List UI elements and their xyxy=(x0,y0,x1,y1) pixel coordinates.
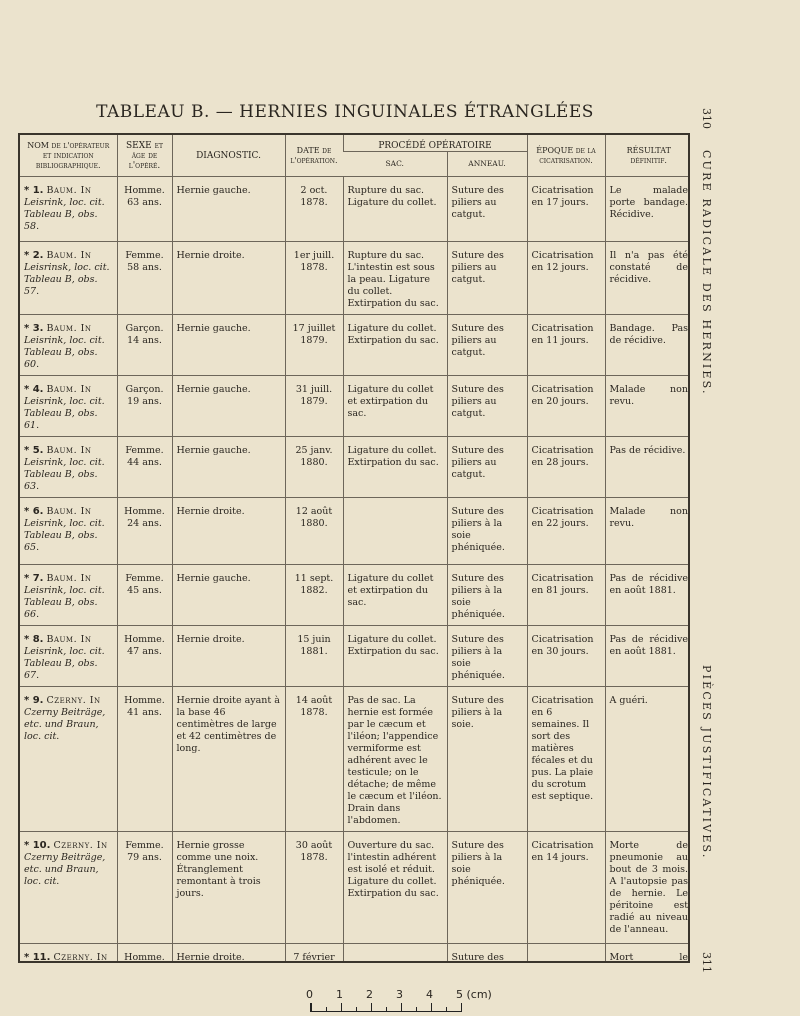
scale-ruler xyxy=(290,988,500,1016)
cell-epoque xyxy=(527,944,605,964)
cell-anneau: Suture des piliers à la soie phéniquée. xyxy=(447,626,527,687)
cell-anneau: Suture des piliers à la soie phéniquée. xyxy=(447,565,527,626)
page-number-bottom: 311 xyxy=(700,952,713,973)
header-name: NOM de l'opérateur et indication bibliographique. xyxy=(20,135,117,177)
ruler-label: 4 xyxy=(426,988,433,1001)
bibliographic-ref: Leisrink, loc. cit. Tableau B, obs. 58. xyxy=(24,197,105,232)
ruler-label: 1 xyxy=(336,988,343,1001)
operator-name: Czerny. In xyxy=(53,840,108,851)
cell-resultat: Bandage. Pas de récidive. xyxy=(605,315,690,376)
cell-operator xyxy=(20,565,117,626)
cell-date: 12 août 1880. xyxy=(285,498,343,565)
cell-sac: Ligature du collet. Extirpation du sac. xyxy=(343,437,447,498)
operator-name: Czerny. In xyxy=(53,952,108,963)
cell-sex-age: Femme. 44 ans. xyxy=(117,437,172,498)
cell-diagnostic: Hernie grosse comme une noix. Étranglement remontant à trois jours. xyxy=(172,832,285,944)
running-head-section: PIÈCES JUSTIFICATIVES. xyxy=(700,665,713,860)
cell-date: 2 oct. 1878. xyxy=(285,177,343,242)
cell-anneau: Suture des piliers au catgut. xyxy=(447,437,527,498)
cell-sac: Rupture du sac. Ligature du collet. xyxy=(343,177,447,242)
bibliographic-ref: Leisrink, loc. cit. Tableau B, obs. 66. xyxy=(24,585,105,620)
table-row xyxy=(20,498,690,565)
cell-anneau: Suture des xyxy=(447,944,527,964)
cell-resultat: Pas de récidive en août 1881. xyxy=(605,626,690,687)
operator-name: Czerny. In xyxy=(46,695,101,706)
table-row xyxy=(20,376,690,437)
operator-name: Baum. In xyxy=(46,573,92,584)
table-row xyxy=(20,944,690,964)
cell-diagnostic: Hernie gauche. xyxy=(172,315,285,376)
bibliographic-ref: Leisrink, loc. cit. Tableau B, obs. 61. xyxy=(24,396,105,431)
cell-epoque: Cicatrisation en 28 jours. xyxy=(527,437,605,498)
cell-sex-age: Homme. 41 ans. xyxy=(117,687,172,832)
header-sac: SAC. xyxy=(343,152,447,177)
cell-epoque: Cicatrisation en 81 jours. xyxy=(527,565,605,626)
cell-resultat: Morte de pneumonie au bout de 3 mois. A l'autopsie pas de hernie. Le péritoine est radié au niveau de l'anneau. xyxy=(605,832,690,944)
obs-number: * 5. xyxy=(24,445,44,456)
cell-sex-age: Homme. 24 ans. xyxy=(117,498,172,565)
cell-sex-age: Garçon. 14 ans. xyxy=(117,315,172,376)
obs-number: * 9. xyxy=(24,695,44,706)
cell-diagnostic: Hernie droite. xyxy=(172,626,285,687)
cell-anneau: Suture des piliers à la soie phéniquée. xyxy=(447,498,527,565)
cell-epoque: Cicatrisation en 20 jours. xyxy=(527,376,605,437)
cell-operator xyxy=(20,242,117,315)
cell-diagnostic: Hernie droite. xyxy=(172,944,285,964)
cell-sac: Pas de sac. La hernie est formée par le cæcum et l'iléon; l'appendice vermiforme est adhérent avec le testicule; on le détache; de même le cæcum et l'iléon. Drain dans l'abdomen. xyxy=(343,687,447,832)
ruler-label: 0 xyxy=(306,988,313,1001)
table-row xyxy=(20,832,690,944)
table-row xyxy=(20,565,690,626)
cell-resultat: Le malade porte bandage. Récidive. xyxy=(605,177,690,242)
obs-number: * 11. xyxy=(24,952,51,963)
cell-operator xyxy=(20,177,117,242)
cell-date: 15 juin 1881. xyxy=(285,626,343,687)
cell-operator xyxy=(20,626,117,687)
cell-anneau: Suture des piliers au catgut. xyxy=(447,242,527,315)
cell-sex-age: Garçon. 19 ans. xyxy=(117,376,172,437)
cell-epoque: Cicatrisation en 11 jours. xyxy=(527,315,605,376)
cell-date: 11 sept. 1882. xyxy=(285,565,343,626)
hernia-table xyxy=(18,133,690,963)
cell-anneau: Suture des piliers au catgut. xyxy=(447,177,527,242)
cell-epoque: Cicatrisation en 22 jours. xyxy=(527,498,605,565)
cell-diagnostic: Hernie droite. xyxy=(172,498,285,565)
cell-date: 14 août 1878. xyxy=(285,687,343,832)
operator-name: Baum. In xyxy=(46,445,92,456)
cell-resultat: Mort le xyxy=(605,944,690,964)
cell-epoque: Cicatrisation en 17 jours. xyxy=(527,177,605,242)
cell-anneau: Suture des piliers à la soie. xyxy=(447,687,527,832)
ruler-label: 5 (cm) xyxy=(456,988,492,1001)
cell-sex-age: Femme. 58 ans. xyxy=(117,242,172,315)
cell-diagnostic: Hernie gauche. xyxy=(172,376,285,437)
obs-number: * 3. xyxy=(24,323,44,334)
cell-sac: Ligature du collet et extirpation du sac. xyxy=(343,565,447,626)
cell-sac: Ligature du collet. Extirpation du sac. xyxy=(343,315,447,376)
cell-sac: Rupture du sac. L'intestin est sous la peau. Ligature du collet. Extirpation du sac. xyxy=(343,242,447,315)
table-row xyxy=(20,242,690,315)
cell-operator xyxy=(20,687,117,832)
cell-sac: Ligature du collet et extirpation du sac. xyxy=(343,376,447,437)
cell-date: 7 février xyxy=(285,944,343,964)
cell-operator xyxy=(20,315,117,376)
cell-operator xyxy=(20,376,117,437)
obs-number: * 1. xyxy=(24,185,44,196)
cell-operator xyxy=(20,498,117,565)
cell-sex-age: Femme. 79 ans. xyxy=(117,832,172,944)
operator-name: Baum. In xyxy=(46,250,92,261)
cell-sac: Ouverture du sac. l'intestin adhérent est isolé et réduit. Ligature du collet. Extirpation du sac. xyxy=(343,832,447,944)
cell-diagnostic: Hernie gauche. xyxy=(172,437,285,498)
bibliographic-ref: Leisrink, loc. cit. Tableau B, obs. 63. xyxy=(24,457,105,492)
cell-sex-age: Femme. 45 ans. xyxy=(117,565,172,626)
cell-date: 31 juill. 1879. xyxy=(285,376,343,437)
page-number-top: 310 xyxy=(700,108,713,129)
cell-diagnostic: Hernie gauche. xyxy=(172,177,285,242)
cell-resultat: A guéri. xyxy=(605,687,690,832)
header-anneau: ANNEAU. xyxy=(447,152,527,177)
header-epoque: ÉPOQUE de la cicatrisation. xyxy=(527,135,605,177)
cell-diagnostic: Hernie gauche. xyxy=(172,565,285,626)
table-row xyxy=(20,177,690,242)
header-procedure: PROCÉDÉ OPÉRATOIRE xyxy=(343,135,527,152)
obs-number: * 2. xyxy=(24,250,44,261)
cell-sex-age: Homme. 47 ans. xyxy=(117,626,172,687)
cell-operator xyxy=(20,944,117,964)
cell-epoque: Cicatrisation en 6 semaines. Il sort des matières fécales et du pus. La plaie du scrotum est septique. xyxy=(527,687,605,832)
table-row xyxy=(20,315,690,376)
obs-number: * 4. xyxy=(24,384,44,395)
operator-name: Baum. In xyxy=(46,384,92,395)
cell-resultat: Pas de récidive. xyxy=(605,437,690,498)
cell-sex-age: Homme. xyxy=(117,944,172,964)
header-resultat: RÉSULTAT définitif. xyxy=(605,135,690,177)
header-date: DATE de l'opération. xyxy=(285,135,343,177)
obs-number: * 10. xyxy=(24,840,51,851)
page-title: TABLEAU B. — HERNIES INGUINALES ÉTRANGLÉES xyxy=(96,102,594,122)
bibliographic-ref: Leisrink, loc. cit. Tableau B, obs. 67. xyxy=(24,646,105,681)
cell-resultat: Il n'a pas été constaté de récidive. xyxy=(605,242,690,315)
bibliographic-ref: Czerny Beiträge, etc. und Braun, loc. cit. xyxy=(24,707,106,742)
cell-epoque: Cicatrisation en 14 jours. xyxy=(527,832,605,944)
header-sex: SEXE et âge de l'opéré. xyxy=(117,135,172,177)
cell-sex-age: Homme. 63 ans. xyxy=(117,177,172,242)
cell-epoque: Cicatrisation en 30 jours. xyxy=(527,626,605,687)
bibliographic-ref: Leisrinsk, loc. cit. Tableau B, obs. 57. xyxy=(24,262,110,297)
cell-date: 25 janv. 1880. xyxy=(285,437,343,498)
bibliographic-ref: Leisrink, loc. cit. Tableau B, obs. 65. xyxy=(24,518,105,553)
cell-date: 17 juillet 1879. xyxy=(285,315,343,376)
cell-resultat: Malade non revu. xyxy=(605,498,690,565)
cell-sac: Ligature du collet. Extirpation du sac. xyxy=(343,626,447,687)
bibliographic-ref: Leisrink, loc. cit. Tableau B, obs. 60. xyxy=(24,335,105,370)
obs-number: * 6. xyxy=(24,506,44,517)
operator-name: Baum. In xyxy=(46,634,92,645)
cell-anneau: Suture des piliers à la soie phéniquée. xyxy=(447,832,527,944)
ruler-label: 3 xyxy=(396,988,403,1001)
cell-sac xyxy=(343,498,447,565)
cell-diagnostic: Hernie droite ayant à la base 46 centimètres de large et 42 centimètres de long. xyxy=(172,687,285,832)
cell-resultat: Pas de récidive en août 1881. xyxy=(605,565,690,626)
cell-sac xyxy=(343,944,447,964)
table-row xyxy=(20,626,690,687)
operator-name: Baum. In xyxy=(46,185,92,196)
ruler-bar xyxy=(310,1003,462,1012)
obs-number: * 7. xyxy=(24,573,44,584)
bibliographic-ref: Czerny Beiträge, etc. und Braun, loc. cit. xyxy=(24,852,106,887)
cell-diagnostic: Hernie droite. xyxy=(172,242,285,315)
cell-anneau: Suture des piliers au catgut. xyxy=(447,315,527,376)
operator-name: Baum. In xyxy=(46,323,92,334)
cell-operator xyxy=(20,437,117,498)
cell-date: 30 août 1878. xyxy=(285,832,343,944)
cell-resultat: Malade non revu. xyxy=(605,376,690,437)
table-row xyxy=(20,437,690,498)
operator-name: Baum. In xyxy=(46,506,92,517)
cell-anneau: Suture des piliers au catgut. xyxy=(447,376,527,437)
running-head-title: CURE RADICALE DES HERNIES. xyxy=(700,150,713,396)
cell-epoque: Cicatrisation en 12 jours. xyxy=(527,242,605,315)
header-diagnostic: DIAGNOSTIC. xyxy=(172,135,285,177)
ruler-label: 2 xyxy=(366,988,373,1001)
table-row xyxy=(20,687,690,832)
obs-number: * 8. xyxy=(24,634,44,645)
cell-date: 1er juill. 1878. xyxy=(285,242,343,315)
cell-operator xyxy=(20,832,117,944)
